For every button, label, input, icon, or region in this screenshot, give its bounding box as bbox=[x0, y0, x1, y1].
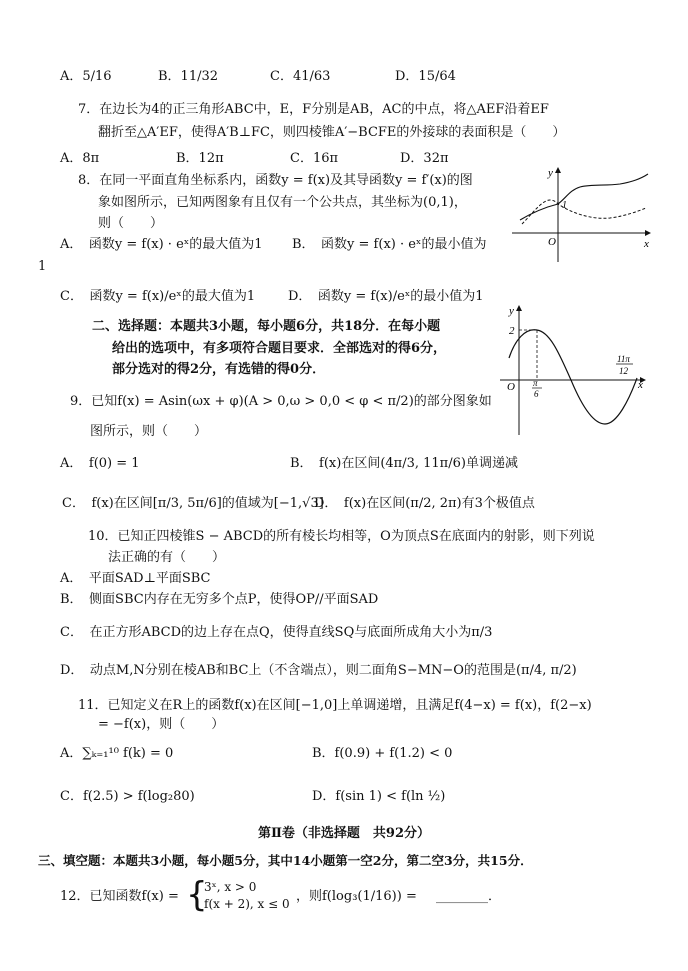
q11-option-a: A．∑ₖ₌₁¹⁰ f(k) = 0 bbox=[60, 746, 174, 761]
section3-header: 三、填空题：本题共3小题，每小题5分，其中14小题第一空2分，第二空3分，共15分． bbox=[38, 853, 533, 868]
q9-sine-curve bbox=[509, 330, 637, 424]
q8-label-x: x bbox=[644, 238, 649, 250]
q10-option-c: C． 在正方形ABCD的边上存在点Q，使得直线SQ与底面所成角大小为π/3 bbox=[60, 625, 493, 640]
section2-line1: 二、选择题：本题共3小题，每小题6分，共18分．在每小题 bbox=[92, 319, 441, 334]
q9-stem-line1: 9．已知f(x) = Asin(ωx + φ)(A > 0,ω > 0,0 < φ < π/2)的部分图象如 bbox=[70, 394, 492, 409]
q12-case1: 3ˣ, x > 0 bbox=[204, 880, 257, 894]
q9-label-y: y bbox=[509, 305, 514, 317]
q10-stem-line1: 10．已知正四棱锥S − ABCD的所有棱长均相等，O为顶点S在底面内的射影，则下列说 bbox=[88, 529, 595, 544]
q7-stem-line2: 翻折至△A′EF，使得A′B⊥FC，则四棱锥A′−BCFE的外接球的表面积是（ ） bbox=[98, 125, 566, 140]
q7-option-c: C．16π bbox=[290, 151, 339, 166]
q9-tick-end-num: 11π bbox=[617, 354, 630, 364]
q8-option-a: A． 函数y = f(x) · eˣ的最大值为1 bbox=[60, 237, 263, 252]
q8-option-d: D． 函数y = f(x)/eˣ的最小值为1 bbox=[288, 289, 484, 304]
q8-function-graph bbox=[510, 162, 660, 267]
q6-option-a: A．5/16 bbox=[60, 69, 112, 84]
q6-option-b: B．11/32 bbox=[158, 69, 219, 84]
q11-stem-line1: 11．已知定义在R上的函数f(x)在区间[−1,0]上单调递增，且满足f(4−x) = f(x)，f(2−x) bbox=[78, 698, 592, 713]
q7-stem-line1: 7．在边长为4的正三角形ABC中，E，F分别是AB，AC的中点，将△AEF沿着EF bbox=[78, 102, 549, 117]
q8-curve-f bbox=[520, 174, 648, 220]
q12-brace: { bbox=[186, 875, 208, 915]
q8-option-c: C． 函数y = f(x)/eˣ的最大值为1 bbox=[60, 289, 256, 304]
q9-sine-graph bbox=[495, 300, 655, 440]
q8-option-b: B． 函数y = f(x) · eˣ的最小值为 bbox=[292, 237, 487, 252]
q6-option-d: D．15/64 bbox=[395, 69, 456, 84]
q8-stem-line1: 8．在同一平面直角坐标系内，函数y = f(x)及其导函数y = f′(x)的图 bbox=[78, 173, 473, 188]
q8-label-one: 1 bbox=[562, 200, 567, 211]
q8-stem-line2: 象如图所示，已知两图象有且仅有一个公共点，其坐标为(0,1)， bbox=[98, 195, 467, 210]
q10-option-d: D． 动点M,N分别在棱AB和BC上（不含端点），则二面角S−MN−O的范围是(π/4, π/2) bbox=[60, 663, 577, 678]
q8-label-origin: O bbox=[548, 236, 556, 248]
q9-option-a: A． f(0) = 1 bbox=[60, 456, 140, 471]
q10-stem-line2: 法正确的有（ ） bbox=[108, 550, 226, 565]
section2-line2: 给出的选项中，有多项符合题目要求．全部选对的得6分， bbox=[112, 341, 447, 356]
section2-line3: 部分选对的得2分，有选错的得0分． bbox=[112, 362, 326, 377]
q11-option-d: D．f(sin 1) < f(ln ½) bbox=[312, 789, 446, 804]
q12-case2: f(x + 2), x ≤ 0 bbox=[204, 897, 290, 911]
q7-option-d: D．32π bbox=[400, 151, 449, 166]
q7-option-b: B．12π bbox=[176, 151, 224, 166]
q10-option-a: A． 平面SAD⊥平面SBC bbox=[60, 571, 211, 586]
q8-label-y: y bbox=[548, 167, 553, 179]
q9-tick-pi6-num: π bbox=[533, 378, 538, 388]
q9-option-b: B． f(x)在区间(4π/3, 11π/6)单调递减 bbox=[290, 456, 518, 471]
q8-option-b-cont: 1 bbox=[38, 259, 47, 274]
q7-option-a: A．8π bbox=[60, 151, 100, 166]
q10-option-b: B． 侧面SBC内存在无穷多个点P，使得OP//平面SAD bbox=[60, 592, 379, 607]
q11-stem-line2: = −f(x)，则（ ） bbox=[98, 717, 225, 732]
q9-stem-line2: 图所示，则（ ） bbox=[90, 424, 208, 439]
q12-answer-blank: ________． bbox=[436, 889, 502, 904]
q9-option-d: D． f(x)在区间(π/2, 2π)有3个极值点 bbox=[314, 496, 535, 511]
q9-tick-pi6-den: 6 bbox=[534, 389, 539, 399]
q9-label-origin: O bbox=[507, 381, 515, 393]
q9-tick-end-den: 12 bbox=[619, 366, 628, 376]
part2-title: 第Ⅱ卷（非选择题 共92分） bbox=[257, 826, 431, 841]
q9-label-x: x bbox=[638, 379, 643, 391]
q11-option-b: B．f(0.9) + f(1.2) < 0 bbox=[312, 746, 453, 761]
q11-option-c: C．f(2.5) > f(log₂80) bbox=[60, 789, 195, 804]
q12-suffix: ，则f(log₃(1/16)) = bbox=[296, 889, 417, 904]
q6-option-c: C．41/63 bbox=[270, 69, 331, 84]
q12-prefix: 12．已知函数f(x) = bbox=[60, 889, 179, 904]
q9-option-c: C． f(x)在区间[π/3, 5π/6]的值域为[−1,√3] bbox=[62, 496, 324, 511]
q8-curve-fprime bbox=[522, 200, 646, 224]
q8-stem-line3: 则（ ） bbox=[98, 216, 164, 231]
q9-label-two: 2 bbox=[509, 325, 515, 337]
